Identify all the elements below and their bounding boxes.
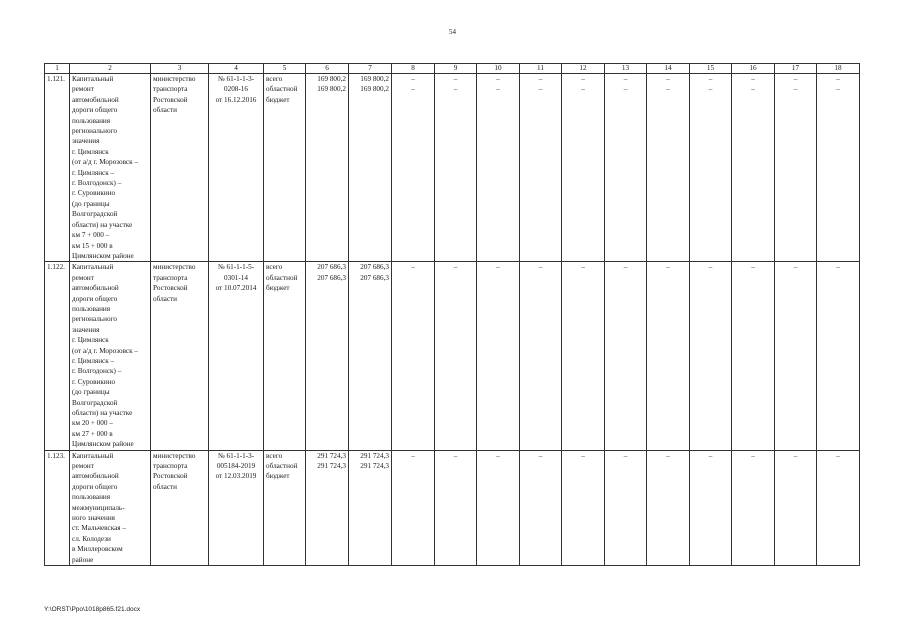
- year-amount: [349, 262, 392, 450]
- responsible-body: [151, 450, 209, 565]
- empty-value-cell: [732, 262, 775, 450]
- expertise-document-line: № 61-1-1-3-: [217, 451, 255, 460]
- expertise-document-line: от 10.07.2014: [215, 284, 257, 293]
- funding-source: [264, 262, 306, 450]
- funding-source-line: областной: [266, 462, 298, 471]
- empty-value-cell: [520, 450, 562, 565]
- dash-mark: –: [666, 75, 670, 83]
- object-name-line: автомобильной: [72, 95, 119, 104]
- dash-mark: –: [581, 451, 585, 460]
- dash-mark: –: [793, 85, 798, 94]
- column-number: 16: [732, 64, 775, 74]
- object-name-line: км 15 + 000 в: [72, 241, 113, 250]
- responsible-body-line: министерство: [153, 263, 196, 272]
- empty-value-cell: [817, 450, 860, 565]
- year-amount: [349, 74, 392, 262]
- total-amount-line: 169 800,2: [317, 85, 346, 94]
- object-name-line: км 7 + 000 –: [72, 231, 110, 240]
- object-name-line: значения: [72, 137, 100, 146]
- column-number: 6: [306, 64, 349, 74]
- dash-mark: –: [453, 451, 458, 460]
- column-number: 12: [562, 64, 605, 74]
- column-number: 13: [605, 64, 647, 74]
- empty-value-cell: [775, 262, 817, 450]
- dash-mark: –: [836, 263, 840, 272]
- funding-source-line: всего: [266, 451, 283, 460]
- column-number: 8: [392, 64, 435, 74]
- empty-value-cell: [732, 450, 775, 565]
- responsible-body-line: министерство: [153, 451, 196, 460]
- dash-mark: –: [411, 451, 415, 460]
- empty-value-cell: [520, 262, 562, 450]
- object-name-line: (до границы: [72, 199, 110, 208]
- object-name-line: км 27 + 000 в: [72, 429, 113, 438]
- empty-value-cell: [605, 450, 647, 565]
- empty-value-cell: [732, 74, 775, 262]
- column-number-row: [45, 64, 860, 74]
- year-amount-line: 291 724,3: [360, 462, 389, 471]
- responsible-body-line: транспорта: [153, 85, 188, 94]
- total-amount: [306, 262, 349, 450]
- object-name: [70, 450, 151, 565]
- dash-mark: –: [666, 85, 670, 94]
- table-row: [45, 450, 860, 565]
- object-name-line: (от а/д г. Морозовск –: [72, 346, 139, 355]
- object-name-line: ремонт: [72, 85, 94, 94]
- object-name-line: межмуниципаль-: [72, 503, 125, 512]
- total-amount-line: 207 686,3: [317, 263, 346, 272]
- object-name-line: регионального: [72, 127, 117, 136]
- object-name-line: области) на участке: [72, 220, 133, 229]
- dash-mark: –: [411, 263, 415, 272]
- funding-source-line: областной: [266, 85, 298, 94]
- empty-value-cell: [435, 262, 477, 450]
- total-amount: [306, 450, 349, 565]
- empty-value-cell: [562, 74, 605, 262]
- responsible-body-line: области: [153, 482, 178, 491]
- row-number: 1.123.: [45, 450, 70, 565]
- dash-mark: –: [836, 451, 840, 460]
- dash-mark: –: [411, 85, 415, 94]
- dash-mark: –: [581, 75, 585, 83]
- year-amount-line: 169 800,2: [360, 85, 389, 94]
- object-name-line: регионального: [72, 315, 117, 324]
- total-amount-line: 207 686,3: [317, 273, 346, 282]
- dash-mark: –: [496, 85, 500, 94]
- dash-mark: –: [708, 75, 713, 83]
- expertise-document-line: 0301-14: [224, 273, 248, 282]
- object-name-line: г. Волгодонск) –: [72, 179, 122, 188]
- expertise-document-line: от 12.03.2019: [215, 472, 257, 481]
- column-number: 5: [264, 64, 306, 74]
- empty-value-cell: [392, 74, 435, 262]
- responsible-body: [151, 262, 209, 450]
- dash-mark: –: [453, 263, 458, 272]
- row-number: 1.121.: [45, 74, 70, 262]
- dash-mark: –: [793, 75, 798, 83]
- dash-mark: –: [411, 75, 415, 83]
- dash-mark: –: [623, 263, 628, 272]
- dash-mark: –: [623, 75, 628, 83]
- object-name-line: (от а/д г. Морозовск –: [72, 158, 139, 167]
- dash-mark: –: [538, 263, 543, 272]
- year-amount: [349, 450, 392, 565]
- object-name-line: автомобильной: [72, 472, 119, 481]
- empty-value-cell: [477, 450, 520, 565]
- column-number: 14: [647, 64, 690, 74]
- funding-source-line: бюджет: [266, 472, 290, 481]
- dash-mark: –: [836, 75, 840, 83]
- table-row: [45, 74, 860, 262]
- dash-mark: –: [538, 85, 543, 94]
- object-name-line: пользования: [72, 304, 111, 313]
- empty-value-cell: [647, 450, 690, 565]
- object-name-line: пользования: [72, 493, 111, 502]
- total-amount-line: 169 800,2: [317, 75, 346, 83]
- dash-mark: –: [453, 85, 458, 94]
- empty-value-cell: [775, 74, 817, 262]
- responsible-body-line: транспорта: [153, 273, 188, 282]
- empty-value-cell: [817, 74, 860, 262]
- object-name-line: пользования: [72, 116, 111, 125]
- object-name-line: дороги общего: [72, 106, 118, 115]
- column-number: 11: [520, 64, 562, 74]
- object-name-line: Цимлянском районе: [72, 440, 134, 449]
- column-number: 9: [435, 64, 477, 74]
- column-number: 1: [45, 64, 70, 74]
- total-amount-line: 291 724,3: [317, 451, 346, 460]
- year-amount-line: 291 724,3: [360, 451, 389, 460]
- column-number: 17: [775, 64, 817, 74]
- funding-source: [264, 450, 306, 565]
- responsible-body-line: области: [153, 106, 178, 115]
- responsible-body-line: Ростовской: [153, 284, 188, 293]
- dash-mark: –: [496, 451, 500, 460]
- object-name-line: Цимлянском районе: [72, 251, 134, 260]
- column-number: 10: [477, 64, 520, 74]
- object-name-line: г. Суровикино: [72, 377, 116, 386]
- object-name-line: автомобильной: [72, 284, 119, 293]
- dash-mark: –: [708, 263, 713, 272]
- column-number: 18: [817, 64, 860, 74]
- object-name-line: Капитальный: [72, 263, 114, 272]
- column-number: 4: [209, 64, 264, 74]
- funding-source-line: бюджет: [266, 95, 290, 104]
- dash-mark: –: [623, 451, 628, 460]
- expertise-document: [209, 262, 264, 450]
- empty-value-cell: [477, 74, 520, 262]
- dash-mark: –: [751, 85, 755, 94]
- dash-mark: –: [793, 451, 798, 460]
- dash-mark: –: [623, 85, 628, 94]
- empty-value-cell: [562, 262, 605, 450]
- responsible-body-line: министерство: [153, 75, 196, 83]
- dash-mark: –: [538, 451, 543, 460]
- file-path: Y:\ORST\Ppo\1018p865.f21.docx: [44, 606, 141, 613]
- expertise-document-line: № 61-1-1-3-: [217, 75, 255, 83]
- expertise-document: [209, 74, 264, 262]
- empty-value-cell: [392, 262, 435, 450]
- object-name: [70, 74, 151, 262]
- dash-mark: –: [496, 75, 500, 83]
- dash-mark: –: [581, 85, 585, 94]
- empty-value-cell: [647, 74, 690, 262]
- object-name-line: г. Цимлянск –: [72, 168, 115, 177]
- empty-value-cell: [775, 450, 817, 565]
- dash-mark: –: [496, 263, 500, 272]
- year-amount-line: 207 686,3: [360, 263, 389, 272]
- total-amount: [306, 74, 349, 262]
- program-table: [44, 63, 860, 566]
- empty-value-cell: [690, 450, 732, 565]
- funding-source-line: бюджет: [266, 284, 290, 293]
- responsible-body-line: транспорта: [153, 462, 188, 471]
- funding-source-line: всего: [266, 263, 283, 272]
- object-name-line: г. Цимлянск: [72, 336, 109, 345]
- year-amount-line: 207 686,3: [360, 273, 389, 282]
- expertise-document: [209, 450, 264, 565]
- empty-value-cell: [817, 262, 860, 450]
- column-number: 7: [349, 64, 392, 74]
- dash-mark: –: [708, 451, 713, 460]
- empty-value-cell: [562, 450, 605, 565]
- empty-value-cell: [435, 74, 477, 262]
- object-name-line: значения: [72, 325, 100, 334]
- dash-mark: –: [836, 85, 840, 94]
- responsible-body-line: области: [153, 294, 178, 303]
- empty-value-cell: [392, 450, 435, 565]
- dash-mark: –: [751, 75, 755, 83]
- object-name-line: г. Волгодонск) –: [72, 367, 122, 376]
- object-name-line: км 20 + 000 –: [72, 419, 113, 428]
- expertise-document-line: № 61-1-1-5-: [217, 263, 255, 272]
- responsible-body-line: Ростовской: [153, 95, 188, 104]
- funding-source-line: областной: [266, 273, 298, 282]
- empty-value-cell: [647, 262, 690, 450]
- empty-value-cell: [520, 74, 562, 262]
- dash-mark: –: [666, 451, 670, 460]
- object-name-line: ст. Мальчевская –: [72, 524, 126, 533]
- expertise-document-line: от 16.12.2016: [215, 95, 257, 104]
- empty-value-cell: [477, 262, 520, 450]
- empty-value-cell: [435, 450, 477, 565]
- object-name-line: ремонт: [72, 462, 94, 471]
- column-number: 2: [70, 64, 151, 74]
- object-name-line: области) на участке: [72, 409, 133, 417]
- responsible-body: [151, 74, 209, 262]
- dash-mark: –: [751, 451, 755, 460]
- dash-mark: –: [581, 263, 585, 272]
- dash-mark: –: [453, 75, 458, 83]
- object-name-line: в Миллеровском: [72, 545, 123, 554]
- expertise-document-line: 005184-2019: [216, 462, 256, 471]
- object-name-line: ного значения: [72, 514, 115, 523]
- total-amount-line: 291 724,3: [317, 462, 346, 471]
- empty-value-cell: [690, 262, 732, 450]
- object-name-line: Волгоградской: [72, 398, 118, 407]
- dash-mark: –: [751, 263, 755, 272]
- object-name-line: Волгоградской: [72, 210, 118, 219]
- empty-value-cell: [605, 262, 647, 450]
- object-name-line: Капитальный: [72, 451, 114, 460]
- empty-value-cell: [690, 74, 732, 262]
- object-name-line: (до границы: [72, 388, 110, 397]
- row-number: 1.122.: [45, 262, 70, 450]
- expertise-document-line: 0208-16: [224, 85, 248, 94]
- object-name: [70, 262, 151, 450]
- responsible-body-line: Ростовской: [153, 472, 188, 481]
- object-name-line: районе: [72, 555, 94, 564]
- object-name-line: г. Суровикино: [72, 189, 116, 198]
- object-name-line: ремонт: [72, 273, 94, 282]
- object-name-line: г. Цимлянск: [72, 147, 109, 156]
- dash-mark: –: [793, 263, 798, 272]
- dash-mark: –: [538, 75, 543, 83]
- object-name-line: сл. Колодези: [72, 534, 111, 543]
- dash-mark: –: [708, 85, 713, 94]
- column-number: 3: [151, 64, 209, 74]
- funding-source: [264, 74, 306, 262]
- funding-source-line: всего: [266, 75, 283, 83]
- dash-mark: –: [666, 263, 670, 272]
- object-name-line: дороги общего: [72, 482, 118, 491]
- column-number: 15: [690, 64, 732, 74]
- empty-value-cell: [605, 74, 647, 262]
- object-name-line: дороги общего: [72, 294, 118, 303]
- table-row: [45, 262, 860, 450]
- page-number: 54: [449, 28, 456, 36]
- year-amount-line: 169 800,2: [360, 75, 389, 83]
- object-name-line: г. Цимлянск –: [72, 356, 115, 365]
- object-name-line: Капитальный: [72, 75, 114, 83]
